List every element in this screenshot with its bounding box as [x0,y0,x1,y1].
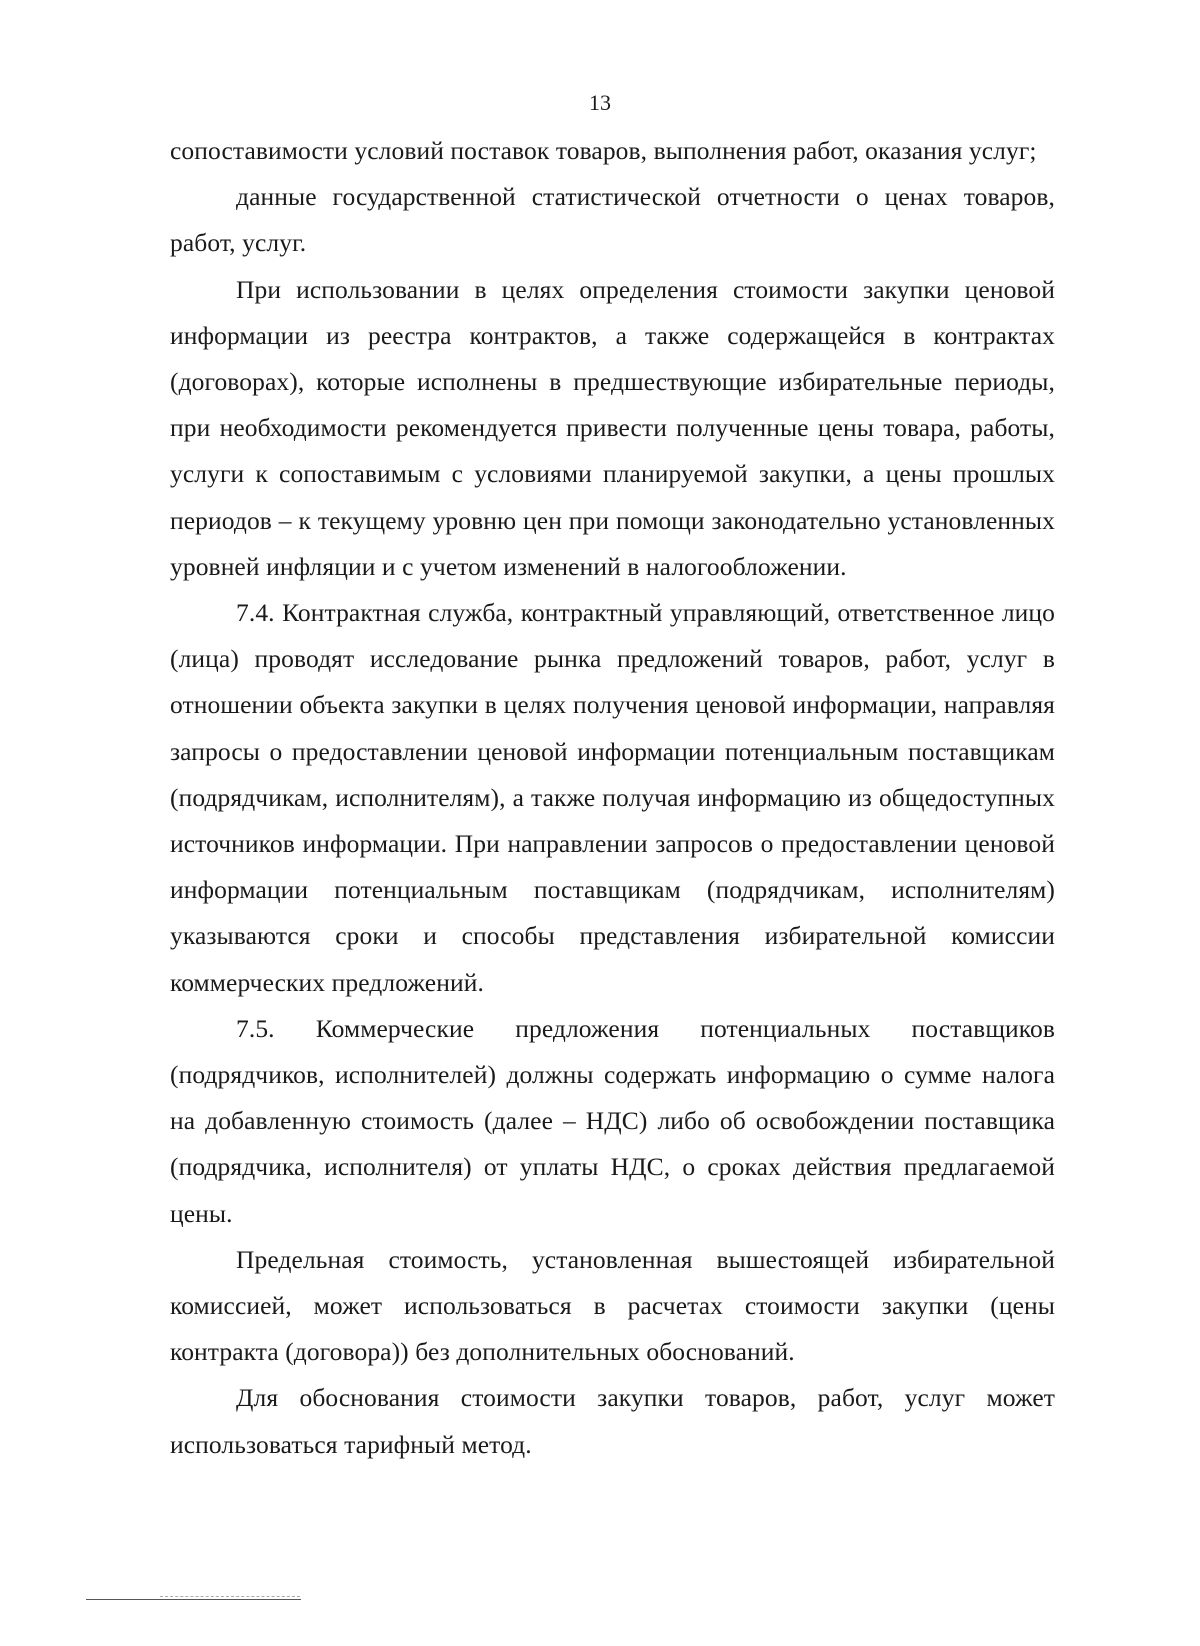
footer-rule [86,1599,301,1600]
document-body [170,128,1055,1468]
page-number: 13 [589,90,611,115]
footer-rule-tail [160,1596,300,1597]
paragraph-7-5: 7.5. Коммерческие предложения потенциальных поставщиков (подрядчиков, исполнителей) должны содержать информацию о сумме налога на добавленную стоимость (далее – НДС) либо об освобождении поставщика (подрядчика, исполнителя) от уплаты НДС, о сроках действия предлагаемой цены. [170,1013,1055,1228]
paragraph-limit-cost: Предельная стоимость, установленная вышестоящей избирательной комиссией, может использоваться в расчетах стоимости закупки (цены контракта (договора)) без дополнительных обоснований. [170,1244,1055,1367]
paragraph-continuation: сопоставимости условий поставок товаров, выполнения работ, оказания услуг; [170,136,1037,165]
paragraph-tariff-method: Для обоснования стоимости закупки товаров, работ, услуг может использоваться тарифный метод. [170,1383,1055,1459]
paragraph-price-adjustment: При использовании в целях определения стоимости закупки ценовой информации из реестра контрактов, а также содержащейся в контрактах (договорах), которые исполнены в предшествующие избирательные периоды, при необходимости рекомендуется привести полученные цены товара, работы, услуги к сопоставимым с условиями планируемой закупки, а цены прошлых периодов – к текущему уровню цен при помощи законодательно установленных уровней инфляции и с учетом изменений в налогообложении. [170,274,1055,581]
paragraph-7-4: 7.4. Контрактная служба, контрактный управляющий, ответственное лицо (лица) проводят исследование рынка предложений товаров, работ, услуг в отношении объекта закупки в целях получения ценовой информации, направляя запросы о предоставлении ценовой информации потенциальным поставщикам (подрядчикам, исполнителям), а также получая информацию из общедоступных источников информации. При направлении запросов о предоставлении ценовой информации потенциальным поставщикам (подрядчикам, исполнителям) указываются сроки и способы представления избирательной комиссии коммерческих предложений. [170,598,1055,997]
paragraph-statistics: данные государственной статистической отчетности о ценах товаров, работ, услуг. [170,182,1055,258]
